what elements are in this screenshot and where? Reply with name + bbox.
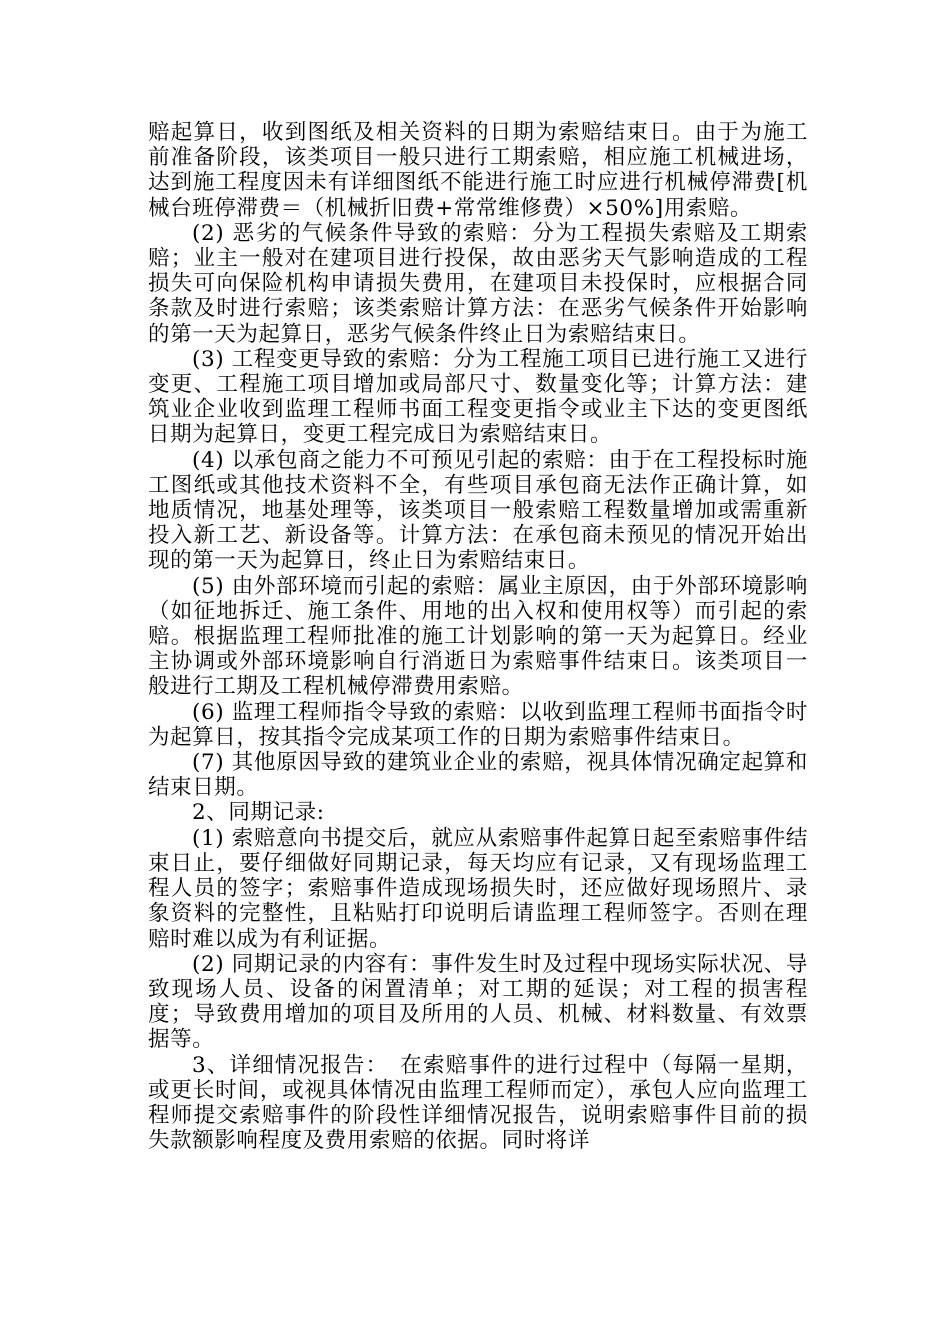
- document-body: [148, 120, 808, 1153]
- paragraph-unforeseen-claim: (4) 以承包商之能力不可预见引起的索赔：由于在工程投标时施工图纸或其他技术资料不全，有些项目承包商无法作正确计算，如地质情况，地基处理等，该类项目一般索赔工程数量增加或需重新投入新工艺、新设备等。计算方法：在承包商未预见的情况开始出现的第一天为起算日，终止日为索赔结束日。: [148, 447, 808, 574]
- paragraph-other-claim: (7) 其他原因导致的建筑业企业的索赔，视具体情况确定起算和结束日期。: [148, 750, 808, 801]
- paragraph-continuation: 赔起算日，收到图纸及相关资料的日期为索赔结束日。由于为施工前准备阶段，该类项目一般只进行工期索赔，相应施工机械进场，达到施工程度因未有详细图纸不能进行施工时应进行机械停滞费[机械台班停滞费＝（机械折旧费+常常维修费）×50%]用索赔。: [148, 120, 808, 221]
- paragraph-variation-claim: (3) 工程变更导致的索赔：分为工程施工项目已进行施工又进行变更、工程施工项目增加或局部尺寸、数量变化等；计算方法：建筑业企业收到监理工程师书面工程变更指令或业主下达的变更图纸日期为起算日，变更工程完成日为索赔结束日。: [148, 346, 808, 448]
- paragraph-records-2: (2) 同期记录的内容有：事件发生时及过程中现场实际状况、导致现场人员、设备的闲置清单；对工期的延误；对工程的损害程度；导致费用增加的项目及所用的人员、机械、材料数量、有效票据等。: [148, 951, 808, 1053]
- section-heading-records: 2、同期记录:: [192, 800, 325, 826]
- paragraph-detailed-report: 3、详细情况报告： 在索赔事件的进行过程中（每隔一星期，或更长时间，或视具体情况由监理工程师而定），承包人应向监理工程师提交索赔事件的阶段性详细情况报告，说明索赔事件目前的损失款额影响程度及费用索赔的依据。同时将详: [148, 1052, 808, 1154]
- paragraph-weather-claim: (2) 恶劣的气候条件导致的索赔：分为工程损失索赔及工期索赔；业主一般对在建项目进行投保，故由恶劣天气影响造成的工程损失可向保险机构申请损失费用，在建项目未投保时，应根据合同条款及时进行索赔；该类索赔计算方法：在恶劣气候条件开始影响的第一天为起算日，恶劣气候条件终止日为索赔结束日。: [148, 220, 808, 347]
- paragraph-external-claim: (5) 由外部环境而引起的索赔：属业主原因，由于外部环境影响（如征地拆迁、施工条件、用地的出入权和使用权等）而引起的索赔。根据监理工程师批准的施工计划影响的第一天为起算日。经业主协调或外部环境影响自行消逝日为索赔事件结束日。该类项目一般进行工期及工程机械停滞费用索赔。: [148, 573, 808, 700]
- paragraph-records-1: (1) 索赔意向书提交后，就应从索赔事件起算日起至索赔事件结束日止，要仔细做好同期记录，每天均应有记录，又有现场监理工程人员的签字；索赔事件造成现场损失时，还应做好现场照片、录象资料的完整性，且粘贴打印说明后请监理工程师签字。否则在理赔时难以成为有利证据。: [148, 825, 808, 952]
- paragraph-engineer-instruction-claim: (6) 监理工程师指令导致的索赔：以收到监理工程师书面指令时为起算日，按其指令完成某项工作的日期为索赔事件结束日。: [148, 699, 808, 750]
